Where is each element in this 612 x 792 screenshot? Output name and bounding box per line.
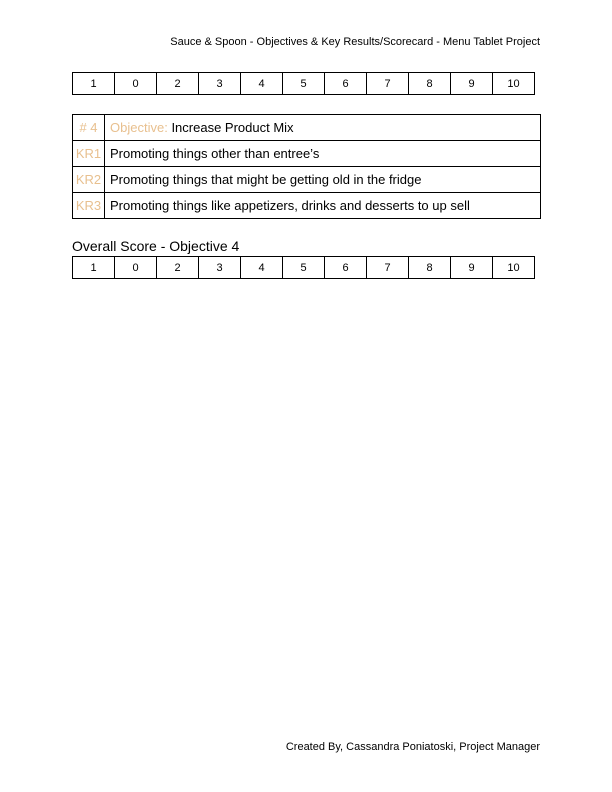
objective-cell xyxy=(105,115,541,141)
score-cell: 4 xyxy=(241,73,283,95)
key-result-id: KR2 xyxy=(73,167,105,193)
document-footer: Created By, Cassandra Poniatoski, Project Manager xyxy=(285,741,540,753)
key-result-id: KR3 xyxy=(73,193,105,219)
objective-number: # 4 xyxy=(73,115,105,141)
objective-text: Increase Product Mix xyxy=(171,120,294,135)
score-scale-top xyxy=(72,72,535,95)
score-cell: 10 xyxy=(493,257,535,279)
objective-label: Objective: xyxy=(110,120,168,135)
objective-row xyxy=(73,115,541,141)
score-cell: 7 xyxy=(367,73,409,95)
score-cell: 0 xyxy=(115,73,157,95)
overall-score-scale xyxy=(72,256,535,279)
overall-score-label: Overall Score - Objective 4 xyxy=(72,238,240,254)
score-cell: 2 xyxy=(157,73,199,95)
score-cell: 6 xyxy=(325,257,367,279)
score-cell: 1 xyxy=(73,73,115,95)
document-header: Sauce & Spoon - Objectives & Key Results/Scorecard - Menu Tablet Project xyxy=(170,36,540,48)
score-cell: 6 xyxy=(325,73,367,95)
score-cell: 3 xyxy=(199,257,241,279)
score-cell: 2 xyxy=(157,257,199,279)
score-cell: 5 xyxy=(283,257,325,279)
score-cell: 1 xyxy=(73,257,115,279)
score-scale-row xyxy=(73,257,535,279)
key-result-text: Promoting things other than entree’s xyxy=(105,141,541,167)
score-cell: 8 xyxy=(409,73,451,95)
key-result-row xyxy=(73,141,541,167)
objective-table xyxy=(72,114,541,219)
score-cell: 9 xyxy=(451,257,493,279)
score-cell: 5 xyxy=(283,73,325,95)
score-cell: 3 xyxy=(199,73,241,95)
key-result-text: Promoting things that might be getting old in the fridge xyxy=(105,167,541,193)
score-scale-row xyxy=(73,73,535,95)
score-cell: 9 xyxy=(451,73,493,95)
score-cell: 0 xyxy=(115,257,157,279)
key-result-row xyxy=(73,167,541,193)
key-result-id: KR1 xyxy=(73,141,105,167)
key-result-row xyxy=(73,193,541,219)
score-cell: 7 xyxy=(367,257,409,279)
score-cell: 8 xyxy=(409,257,451,279)
score-cell: 10 xyxy=(493,73,535,95)
score-cell: 4 xyxy=(241,257,283,279)
key-result-text: Promoting things like appetizers, drinks and desserts to up sell xyxy=(105,193,541,219)
